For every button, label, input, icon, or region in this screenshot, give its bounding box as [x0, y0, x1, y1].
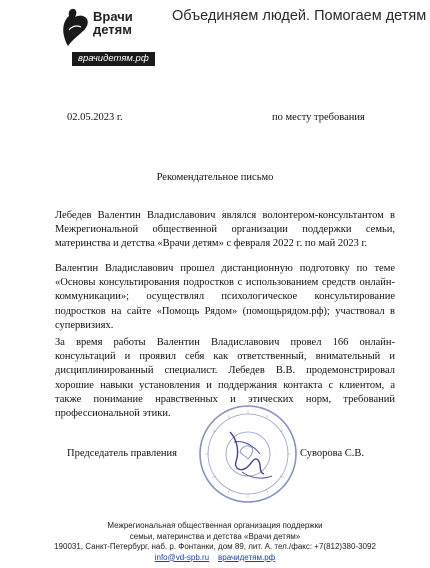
heart-hands-logo-icon	[60, 6, 90, 50]
logo-url-badge: врачидетям.рф	[72, 52, 155, 66]
letter-title: Рекомендательное письмо	[156, 172, 274, 183]
paragraph-2: Валентин Владиславович прошел дистанционную подготовку по теме «Основы консультирования подростков с использованием средств онлайн-коммуникации»; осуществлял психологическое консультирование подростков на сайте «Помощь Рядом» (помощьрядом.рф); участвовал в супервизиях.	[55, 263, 395, 331]
signer-name: Суворова С.В.	[300, 448, 364, 459]
letter-date: 02.05.2023 г.	[67, 112, 123, 123]
letter-place: по месту требования	[272, 112, 365, 123]
paragraph-1: Лебедев Валентин Владиславович являлся волонтером-консультантом в Межрегиональной общественной организации поддержки семьи, материнства и детства «Врачи детям» с февраля 2022 г. по май 2023 г.	[55, 210, 395, 250]
organization-logo	[60, 6, 150, 70]
header-slogan: Объединяем людей. Помогаем детям	[172, 8, 427, 24]
letter-footer	[0, 521, 430, 563]
logo-line2: детям	[93, 22, 132, 37]
footer-line3: 190031, Санкт-Петербург, наб. р. Фонтанки, дом 89, лит. А. тел./факс: +7(812)380-3092	[54, 542, 376, 551]
footer-contacts	[0, 553, 430, 564]
footer-website-link[interactable]: врачидетям.рф	[218, 552, 276, 562]
logo-title	[93, 10, 133, 36]
paragraph-3: За время работы Валентин Владиславович провел 166 онлайн-консультаций и проявил себя как ответственный, внимательный и дисциплинированный специалист. Лебедев В.В. продемонстрировал хорошие навыки установления и поддержания контакта с клиентом, а также понимание нравственных и этических норм, требований профессиональной этики.	[55, 337, 395, 420]
footer-line1: Межрегиональная общественная организация поддержки	[107, 521, 323, 530]
logo-line1: Врачи	[93, 9, 133, 24]
footer-line2: семьи, материнства и детства «Врачи детям»	[129, 531, 301, 541]
signer-position: Председатель правления	[67, 448, 177, 459]
footer-email-link[interactable]: info@vd-spb.ru	[154, 552, 210, 562]
organization-seal-icon	[196, 402, 300, 506]
